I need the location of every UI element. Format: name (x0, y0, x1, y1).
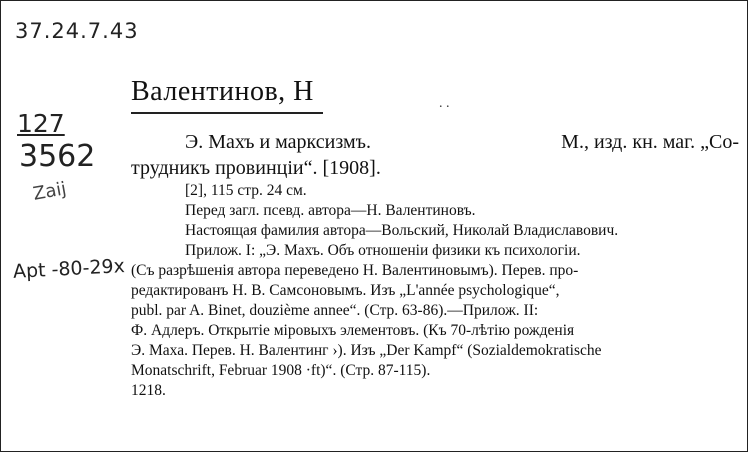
real-name-note: Настоящая фамилия автора—Вольский, Николай Владиславович. (185, 222, 619, 239)
pseudonym-note: Перед загл. псевд. автора—Н. Валентиновъ. (185, 202, 476, 219)
entry-line-1 (131, 129, 739, 155)
bibliographic-entry (131, 129, 739, 401)
entry-line-2: трудникъ провинціи“. [1908]. (131, 157, 381, 179)
appendix-note-line-2: (Съ разрѣшенія автора переведено Н. Валентиновымъ). Перев. про- (131, 262, 579, 279)
appendix-note-line-6: Э. Маха. Перев. Н. Валентинг ›). Изъ „Der Kampf“ (Sozialdemokratische (131, 342, 602, 359)
appendix-note-line-7: Monatschrift, Februar 1908 ·ft)“. (Стр. 87-115). (131, 362, 431, 379)
shelf-mark-bottom: 3562 (19, 139, 96, 174)
imprint-text: М., изд. кн. маг. „Со- (561, 131, 739, 153)
accession-number: 37.24.7.43 (15, 19, 139, 43)
heading-specks: . . (439, 96, 450, 111)
appendix-note-line-1: Прилож. I: „Э. Махъ. Объ отношеніи физики къ психологіи. (185, 242, 581, 259)
appendix-note-line-4: publ. par A. Binet, douzième annee“. (Стр. 63-86).—Прилож. II: (131, 302, 539, 319)
shelf-mark-top: 127 (17, 109, 65, 138)
author-heading: Валентинов, Н (131, 76, 314, 107)
card-number: 1218. (131, 382, 166, 399)
collation-line: [2], 115 стр. 24 см. (185, 182, 307, 199)
appendix-note-line-5: Ф. Адлеръ. Открытіе міровыхъ элементовъ. (Къ 70-лѣтію рожденія (131, 322, 575, 339)
handwritten-side-note: Apt -80-29x (12, 255, 126, 283)
title-text: Э. Махъ и марксизмъ. (185, 131, 371, 153)
appendix-note-line-3: редактированъ Н. В. Самсоновымъ. Изъ „L'année psychologique“, (131, 282, 560, 299)
handwritten-scribble: Zaij (31, 178, 68, 205)
heading-underline (131, 112, 323, 114)
